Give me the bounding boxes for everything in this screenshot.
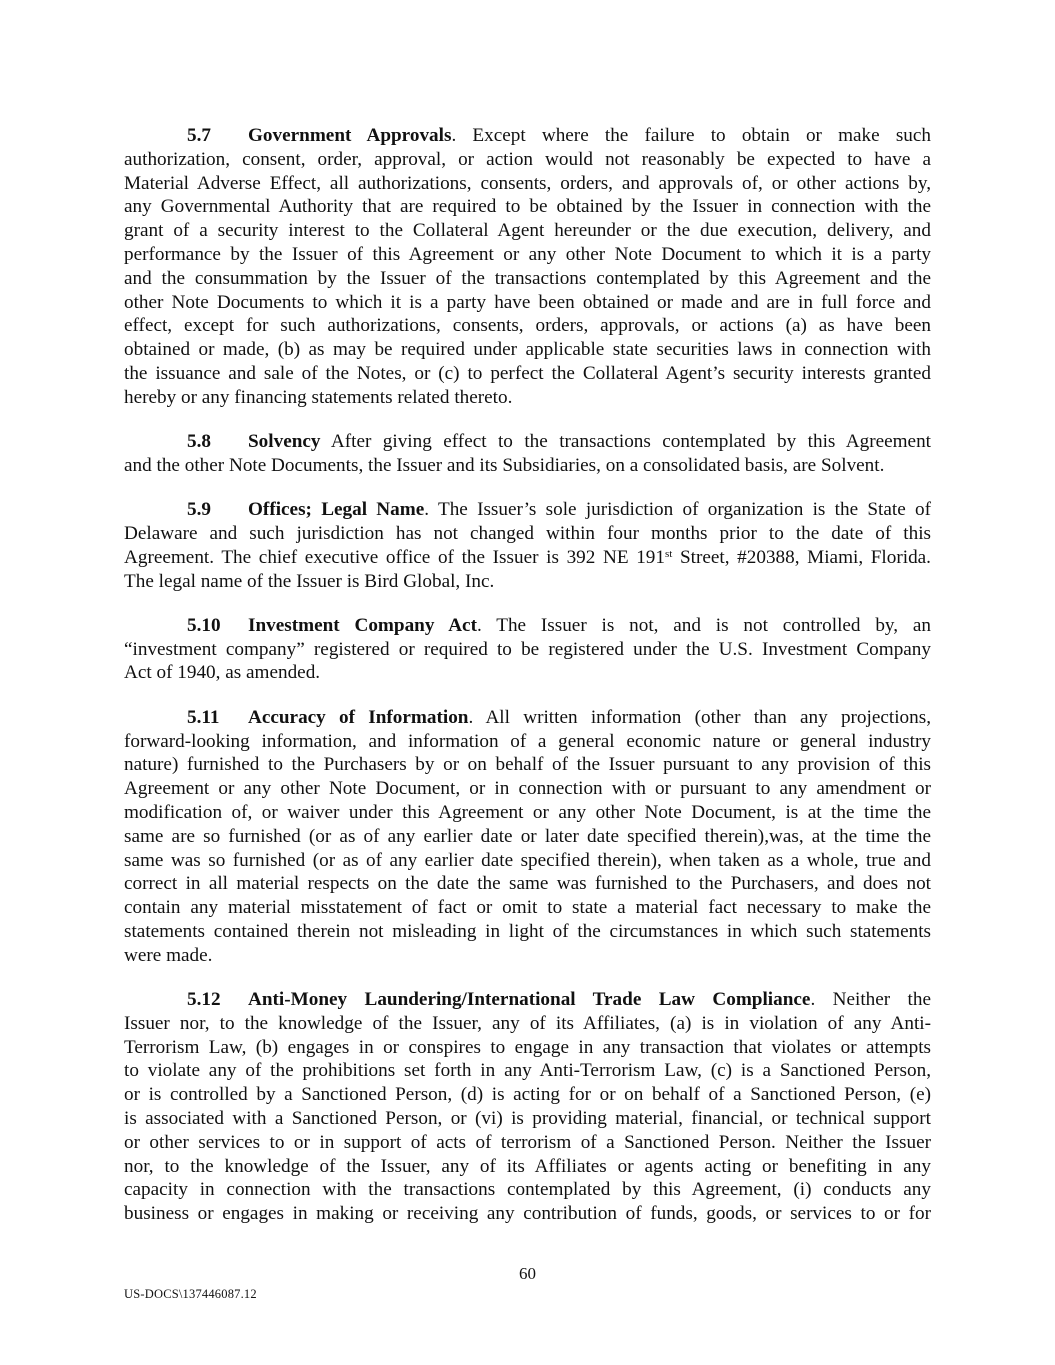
page-number: 60 xyxy=(519,1264,536,1283)
text-line: grant of a security interest to the Collateral Agent hereunder or the due execution, delivery, and xyxy=(124,220,931,242)
text-line: obtained or made, (b) as may be required under applicable state securities laws in connection with xyxy=(124,339,931,361)
text-line: other Note Documents to which it is a party have been obtained or made and are in full force and xyxy=(124,291,931,313)
document-id: US-DOCS\137446087.12 xyxy=(124,1287,257,1301)
text-line: performance by the Issuer of this Agreement or any other Note Document to which it is a party xyxy=(124,243,931,265)
text-line: Terrorism Law, (b) engages in or conspires to engage in any transaction that violates or attempts xyxy=(124,1036,931,1058)
text-line: the issuance and sale of the Notes, or (c) to perfect the Collateral Agent’s security interests granted xyxy=(124,362,931,384)
address-line xyxy=(124,546,931,570)
section-title: Solvency xyxy=(248,431,321,453)
section-title: Offices; Legal Name xyxy=(248,499,425,521)
section-title: Investment Company Act xyxy=(248,614,477,636)
text-line: nature) furnished to the Purchasers by or on behalf of the Issuer pursuant to any provision of this xyxy=(124,754,931,776)
text-line: “investment company” registered or required to be registered under the U.S. Investment Company xyxy=(124,638,931,660)
title-punctuation: . xyxy=(468,706,474,728)
text-line: any Governmental Authority that are required to be obtained by the Issuer in connection with the xyxy=(124,196,931,218)
title-punctuation: . xyxy=(810,989,816,1010)
section-number: 5.9 xyxy=(187,499,211,521)
section-text: All written information (other than any projections, xyxy=(473,706,931,728)
text-line: Delaware and such jurisdiction has not changed within four months prior to the date of this xyxy=(124,522,931,544)
section-text: The Issuer is not, and is not controlled by, an xyxy=(481,614,931,636)
section-5-11 xyxy=(124,706,931,968)
text-line: same are so furnished (or as of any earlier date or later date specified therein),was, at the time the xyxy=(124,825,931,847)
text-line: and the consummation by the Issuer of the transactions contemplated by this Agreement and the xyxy=(124,267,931,289)
text-line: capacity in connection with the transactions contemplated by this Agreement, (i) conducts any xyxy=(124,1179,931,1201)
text-line: forward-looking information, and information of a general economic nature or general industry xyxy=(124,730,931,752)
document-body xyxy=(124,124,931,1246)
section-5-8 xyxy=(124,430,931,478)
section-first-line xyxy=(124,988,931,1012)
section-first-line xyxy=(124,124,931,148)
text-line: nor, to the knowledge of the Issuer, any of its Affiliates or agents acting or benefiting in any xyxy=(124,1155,931,1177)
text-line: authorization, consent, order, approval, or action would not reasonably be expected to have a xyxy=(124,148,931,170)
section-number: 5.10 xyxy=(187,614,221,636)
section-text: Neither the xyxy=(815,989,931,1010)
text-line: effect, except for such authorizations, consents, orders, approvals, or actions (a) as have been xyxy=(124,315,931,337)
section-text: The Issuer’s sole jurisdiction of organization is the State of xyxy=(429,499,931,521)
section-5-10 xyxy=(124,614,931,685)
section-number: 5.12 xyxy=(187,989,221,1010)
text-line: or other services to or in support of acts of terrorism of a Sanctioned Person. Neither the Issuer xyxy=(124,1131,931,1153)
section-number: 5.7 xyxy=(187,125,211,146)
text-line: same was so furnished (or as of any earlier date specified therein), when taken as a whole, true and xyxy=(124,849,931,871)
text-line: Agreement or any other Note Document, or in connection with or pursuant to any amendment or xyxy=(124,778,931,800)
text-line: Material Adverse Effect, all authorizations, consents, orders, and approvals of, or other actions by, xyxy=(124,172,931,194)
text-line: is associated with a Sanctioned Person, or (vi) is providing material, financial, or technical support xyxy=(124,1107,931,1129)
section-5-7 xyxy=(124,124,931,410)
section-5-9 xyxy=(124,498,931,593)
section-first-line xyxy=(124,430,931,454)
section-first-line xyxy=(124,706,931,730)
text-line: business or engages in making or receiving any contribution of funds, goods, or services to or for xyxy=(124,1203,931,1225)
section-title: Accuracy of Information xyxy=(248,706,469,728)
title-punctuation: . xyxy=(424,499,430,521)
section-number: 5.8 xyxy=(187,431,211,453)
text-line: hereby or any financing statements related thereto. xyxy=(124,386,513,408)
section-first-line xyxy=(124,498,931,522)
section-title: Government Approvals xyxy=(248,125,452,146)
section-text: Except where the failure to obtain or make such xyxy=(456,125,931,146)
text-line: correct in all material respects on the date the same was furnished to the Purchasers, and does not xyxy=(124,873,931,895)
ordinal-superscript: st xyxy=(664,547,673,560)
text-line: contain any material misstatement of fact or omit to state a material fact necessary to make the xyxy=(124,897,931,919)
title-punctuation: . xyxy=(476,614,482,636)
text-line: were made. xyxy=(124,944,213,966)
section-title: Anti-Money Laundering/International Trade Law Compliance xyxy=(248,989,811,1010)
text-line: or is controlled by a Sanctioned Person, (d) is acting for or on behalf of a Sanctioned Person, (e) xyxy=(124,1084,931,1106)
text-line: modification of, or waiver under this Agreement or any other Note Document, is at the time the xyxy=(124,801,931,823)
title-punctuation: . xyxy=(451,125,457,146)
address-text-continued: Street, #20388, Miami, Florida. xyxy=(672,546,931,568)
text-line: and the other Note Documents, the Issuer and its Subsidiaries, on a consolidated basis, are Solvent. xyxy=(124,454,885,476)
text-line: Act of 1940, as amended. xyxy=(124,662,321,684)
section-5-12 xyxy=(124,988,931,1226)
text-line: statements contained therein not misleading in light of the circumstances in which such statements xyxy=(124,920,931,942)
section-number: 5.11 xyxy=(187,706,220,728)
address-text: Agreement. The chief executive office of the Issuer is 392 NE 191 xyxy=(124,546,665,568)
section-first-line xyxy=(124,614,931,638)
text-line: Issuer nor, to the knowledge of the Issuer, any of its Affiliates, (a) is in violation of any Anti- xyxy=(124,1012,931,1034)
section-text: After giving effect to the transactions contemplated by this Agreement xyxy=(320,431,931,453)
text-line: The legal name of the Issuer is Bird Global, Inc. xyxy=(124,570,495,592)
text-line: to violate any of the prohibitions set forth in any Anti-Terrorism Law, (c) is a Sanctioned Person, xyxy=(124,1060,931,1082)
